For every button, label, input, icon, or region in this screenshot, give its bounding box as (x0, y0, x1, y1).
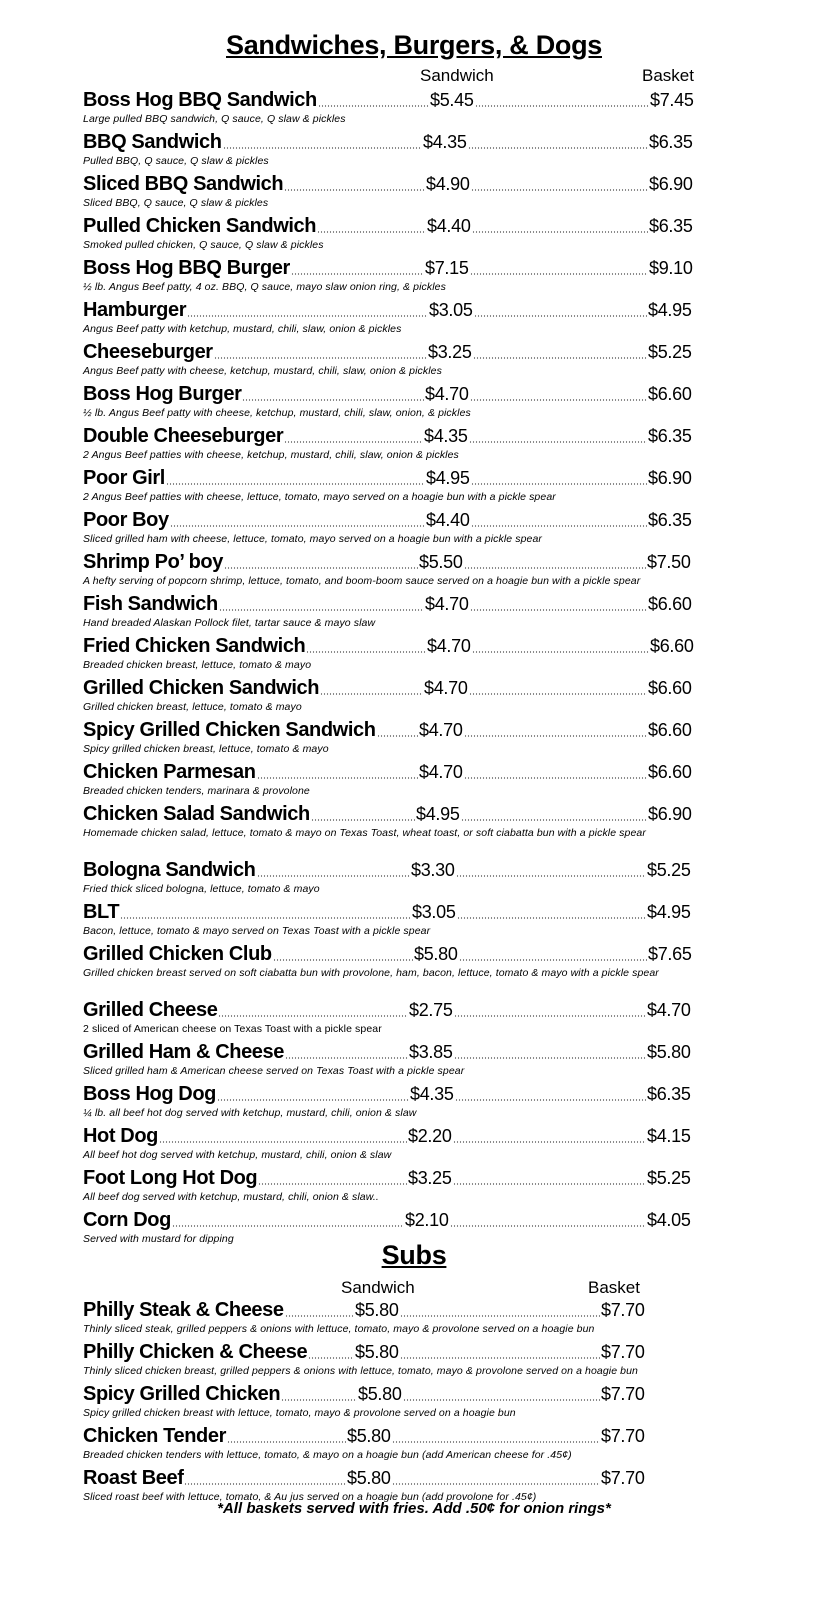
item-name: Chicken Tender (83, 1425, 226, 1447)
dot-leader (450, 1225, 646, 1227)
item-name: Pulled Chicken Sandwich (83, 215, 317, 237)
item-name: Bologna Sandwich (83, 859, 256, 881)
item-description: 2 sliced of American cheese on Texas Toast with a pickle spear (83, 1023, 382, 1035)
dot-leader (472, 231, 648, 233)
sandwich-price: $5.80 (414, 944, 458, 964)
dot-leader (311, 819, 415, 821)
dot-leader (281, 1399, 357, 1401)
dot-leader (320, 693, 423, 695)
item-name: Grilled Chicken Sandwich (83, 677, 320, 699)
item-description: Sliced roast beef with lettuce, tomato, & Au jus served on a hoagie bun (add provolone for .45¢) (83, 1491, 537, 1503)
basket-price: $7.70 (601, 1384, 645, 1404)
sandwich-price: $5.80 (358, 1384, 402, 1404)
item-name: Spicy Grilled Chicken (83, 1383, 281, 1405)
item-name: Roast Beef (83, 1467, 184, 1489)
item-description: Grilled chicken breast served on soft ciabatta bun with provolone, ham, bacon, lettuce, tomato & mayo with a pickle spear (83, 967, 659, 979)
dot-leader (170, 525, 425, 527)
item-description: ¼ lb. all beef hot dog served with ketchup, mustard, chili, onion & slaw (83, 1107, 417, 1119)
sandwich-price: $5.80 (355, 1300, 399, 1320)
dot-leader (475, 105, 649, 107)
dot-leader (285, 1057, 408, 1059)
dot-leader (470, 399, 647, 401)
dot-leader (284, 189, 425, 191)
sandwich-price: $3.30 (411, 860, 455, 880)
item-name: Foot Long Hot Dog (83, 1167, 258, 1189)
basket-price: $6.60 (648, 384, 692, 404)
dot-leader (392, 1441, 600, 1443)
item-name: Chicken Parmesan (83, 761, 256, 783)
basket-price: $6.60 (648, 762, 692, 782)
dot-leader (217, 1099, 409, 1101)
dot-leader (223, 147, 422, 149)
dot-leader (471, 483, 647, 485)
dot-leader (400, 1315, 600, 1317)
sandwich-price: $2.75 (409, 1000, 453, 1020)
basket-price: $6.60 (648, 594, 692, 614)
sandwich-price: $5.45 (430, 90, 474, 110)
dot-leader (470, 273, 648, 275)
item-name: Hamburger (83, 299, 187, 321)
dot-leader (257, 875, 411, 877)
basket-price: $7.70 (601, 1426, 645, 1446)
dot-leader (461, 819, 647, 821)
item-name: Double Cheeseburger (83, 425, 284, 447)
dot-leader (120, 917, 411, 919)
item-name: Grilled Ham & Cheese (83, 1041, 284, 1063)
item-name: Grilled Cheese (83, 999, 218, 1021)
sandwich-price: $4.70 (419, 762, 463, 782)
item-description: ½ lb. Angus Beef patty, 4 oz. BBQ, Q sauce, mayo slaw onion ring, & pickles (83, 281, 446, 293)
dot-leader (308, 1357, 354, 1359)
dot-leader (453, 1141, 646, 1143)
basket-price: $7.65 (648, 944, 692, 964)
dot-leader (258, 1183, 407, 1185)
sandwich-price: $4.35 (424, 426, 468, 446)
item-name: Poor Girl (83, 467, 165, 489)
dot-leader (455, 1099, 646, 1101)
dot-leader (214, 357, 427, 359)
item-name: Spicy Grilled Chicken Sandwich (83, 719, 376, 741)
basket-price: $5.25 (647, 1168, 691, 1188)
dot-leader (172, 1225, 404, 1227)
item-name: Boss Hog BBQ Sandwich (83, 89, 317, 111)
dot-leader (318, 105, 429, 107)
sandwich-price: $4.70 (427, 636, 471, 656)
basket-price: $6.35 (647, 1084, 691, 1104)
dot-leader (473, 357, 647, 359)
dot-leader (227, 1441, 346, 1443)
sandwich-price: $5.50 (419, 552, 463, 572)
dot-leader (464, 735, 647, 737)
dot-leader (184, 1483, 346, 1485)
column-header-sandwich: Sandwich (341, 1278, 415, 1297)
sandwich-price: $5.80 (355, 1342, 399, 1362)
sandwich-price: $4.90 (426, 174, 470, 194)
sandwich-price: $3.25 (428, 342, 472, 362)
sandwich-price: $7.15 (425, 258, 469, 278)
sandwich-price: $2.20 (408, 1126, 452, 1146)
column-header-basket: Basket (642, 66, 694, 85)
item-description: Thinly sliced chicken breast, grilled peppers & onions with lettuce, tomato, mayo & provolone served on a hoagie bun (83, 1365, 638, 1377)
dot-leader (456, 875, 646, 877)
item-name: Fried Chicken Sandwich (83, 635, 306, 657)
item-description: Spicy grilled chicken breast, lettuce, tomato & mayo (83, 743, 329, 755)
item-name: Shrimp Po’ boy (83, 551, 223, 573)
dot-leader (472, 651, 649, 653)
item-description: Large pulled BBQ sandwich, Q sauce, Q slaw & pickles (83, 113, 346, 125)
basket-price: $6.90 (648, 468, 692, 488)
sandwich-price: $4.35 (423, 132, 467, 152)
sandwich-price: $4.70 (425, 384, 469, 404)
item-description: Smoked pulled chicken, Q sauce, Q slaw & pickles (83, 239, 324, 251)
dot-leader (400, 1357, 600, 1359)
dot-leader (471, 525, 647, 527)
basket-price: $7.70 (601, 1468, 645, 1488)
basket-price: $4.95 (648, 300, 692, 320)
item-name: Philly Steak & Cheese (83, 1299, 284, 1321)
item-description: Thinly sliced steak, grilled peppers & onions with lettuce, tomato, mayo & provolone served on a hoagie bun (83, 1323, 595, 1335)
dot-leader (224, 567, 418, 569)
sandwich-price: $2.10 (405, 1210, 449, 1230)
item-name: Fish Sandwich (83, 593, 218, 615)
sandwich-price: $4.95 (426, 468, 470, 488)
dot-leader (392, 1483, 600, 1485)
basket-price: $4.70 (647, 1000, 691, 1020)
item-description: Sliced grilled ham & American cheese served on Texas Toast with a pickle spear (83, 1065, 465, 1077)
item-description: Pulled BBQ, Q sauce, Q slaw & pickles (83, 155, 269, 167)
basket-price: $6.35 (649, 132, 693, 152)
sandwich-price: $4.40 (427, 216, 471, 236)
item-description: Angus Beef patty with cheese, ketchup, mustard, chili, slaw, onion & pickles (83, 365, 442, 377)
item-name: Grilled Chicken Club (83, 943, 272, 965)
item-name: Cheeseburger (83, 341, 213, 363)
dot-leader (471, 189, 648, 191)
sandwich-price: $3.05 (429, 300, 473, 320)
item-description: All beef hot dog served with ketchup, mustard, chili, onion & slaw (83, 1149, 392, 1161)
dot-leader (474, 315, 647, 317)
item-name: Poor Boy (83, 509, 169, 531)
sandwich-price: $4.95 (416, 804, 460, 824)
sandwich-price: $4.35 (410, 1084, 454, 1104)
item-description: Breaded chicken tenders with lettuce, tomato, & mayo on a hoagie bun (add American cheese for .45¢) (83, 1449, 572, 1461)
item-description: 2 Angus Beef patties with cheese, lettuce, tomato, mayo served on a hoagie bun with a pickle spear (83, 491, 556, 503)
item-description: Breaded chicken tenders, marinara & provolone (83, 785, 310, 797)
dot-leader (166, 483, 425, 485)
sandwich-price: $4.70 (425, 594, 469, 614)
basket-price: $6.90 (649, 174, 693, 194)
basket-price: $6.60 (648, 720, 692, 740)
basket-price: $5.25 (647, 860, 691, 880)
dot-leader (218, 1015, 408, 1017)
footnote: *All baskets served with fries. Add .50¢ for onion rings* (217, 1500, 611, 1517)
item-description: Sliced BBQ, Q sauce, Q slaw & pickles (83, 197, 269, 209)
item-description: Angus Beef patty with ketchup, mustard, chili, slaw, onion & pickles (83, 323, 402, 335)
dot-leader (257, 777, 418, 779)
item-name: Philly Chicken & Cheese (83, 1341, 308, 1363)
sandwich-price: $4.40 (426, 510, 470, 530)
item-name: Boss Hog Dog (83, 1083, 216, 1105)
item-description: Spicy grilled chicken breast with lettuce, tomato, mayo & provolone served on a hoagie bun (83, 1407, 516, 1419)
item-description: Hand breaded Alaskan Pollock filet, tartar sauce & mayo slaw (83, 617, 376, 629)
basket-price: $6.60 (650, 636, 694, 656)
section-title: Sandwiches, Burgers, & Dogs (226, 30, 602, 60)
section-title: Subs (381, 1240, 447, 1270)
basket-price: $6.35 (649, 216, 693, 236)
dot-leader (469, 441, 647, 443)
basket-price: $4.15 (647, 1126, 691, 1146)
column-header-basket: Basket (588, 1278, 640, 1297)
item-description: Fried thick sliced bologna, lettuce, tomato & mayo (83, 883, 320, 895)
dot-leader (291, 273, 424, 275)
sandwich-price: $4.70 (419, 720, 463, 740)
item-description: All beef dog served with ketchup, mustard, chili, onion & slaw.. (83, 1191, 379, 1203)
dot-leader (454, 1057, 646, 1059)
basket-price: $5.80 (647, 1042, 691, 1062)
item-description: Bacon, lettuce, tomato & mayo served on Texas Toast with a pickle spear (83, 925, 431, 937)
item-name: BBQ Sandwich (83, 131, 222, 153)
basket-price: $6.35 (648, 426, 692, 446)
item-name: Boss Hog Burger (83, 383, 242, 405)
dot-leader (470, 609, 647, 611)
item-description: A hefty serving of popcorn shrimp, lettuce, tomato, and boom-boom sauce served on a hoagie bun with a pickle spear (83, 575, 641, 587)
dot-leader (159, 1141, 407, 1143)
dot-leader (468, 147, 648, 149)
basket-price: $9.10 (649, 258, 693, 278)
item-name: Sliced BBQ Sandwich (83, 173, 284, 195)
basket-price: $7.70 (601, 1342, 645, 1362)
dot-leader (453, 1183, 646, 1185)
dot-leader (187, 315, 428, 317)
item-description: Breaded chicken breast, lettuce, tomato & mayo (83, 659, 312, 671)
sandwich-price: $3.85 (409, 1042, 453, 1062)
item-name: Boss Hog BBQ Burger (83, 257, 290, 279)
dot-leader (219, 609, 424, 611)
basket-price: $4.95 (647, 902, 691, 922)
item-description: Grilled chicken breast, lettuce, tomato & mayo (83, 701, 302, 713)
sandwich-price: $3.05 (412, 902, 456, 922)
item-name: Corn Dog (83, 1209, 171, 1231)
sandwich-price: $5.80 (347, 1468, 391, 1488)
basket-price: $7.70 (601, 1300, 645, 1320)
basket-price: $7.45 (650, 90, 694, 110)
dot-leader (454, 1015, 646, 1017)
dot-leader (317, 231, 426, 233)
dot-leader (464, 777, 647, 779)
basket-price: $6.35 (648, 510, 692, 530)
sandwich-price: $5.80 (347, 1426, 391, 1446)
column-header-sandwich: Sandwich (420, 66, 494, 85)
basket-price: $6.60 (648, 678, 692, 698)
item-description: Sliced grilled ham with cheese, lettuce, tomato, mayo served on a hoagie bun with a pickle spear (83, 533, 543, 545)
dot-leader (242, 399, 424, 401)
dot-leader (469, 693, 647, 695)
item-name: Chicken Salad Sandwich (83, 803, 310, 825)
sandwich-price: $3.25 (408, 1168, 452, 1188)
dot-leader (457, 917, 646, 919)
item-name: BLT (83, 901, 120, 923)
dot-leader (285, 1315, 354, 1317)
item-description: 2 Angus Beef patties with cheese, ketchup, mustard, chili, slaw, onion & pickles (83, 449, 459, 461)
basket-price: $7.50 (647, 552, 691, 572)
sandwich-price: $4.70 (424, 678, 468, 698)
dot-leader (459, 959, 647, 961)
item-description: Homemade chicken salad, lettuce, tomato & mayo on Texas Toast, wheat toast, or soft ciabatta bun with a pickle spear (83, 827, 646, 839)
dot-leader (284, 441, 423, 443)
item-description: ½ lb. Angus Beef patty with cheese, ketchup, mustard, chili, slaw, onion, & pickles (83, 407, 471, 419)
dot-leader (464, 567, 646, 569)
item-description: Served with mustard for dipping (83, 1233, 234, 1245)
dot-leader (306, 651, 426, 653)
basket-price: $6.90 (648, 804, 692, 824)
basket-price: $5.25 (648, 342, 692, 362)
basket-price: $4.05 (647, 1210, 691, 1230)
dot-leader (403, 1399, 600, 1401)
item-name: Hot Dog (83, 1125, 158, 1147)
dot-leader (377, 735, 418, 737)
dot-leader (273, 959, 413, 961)
